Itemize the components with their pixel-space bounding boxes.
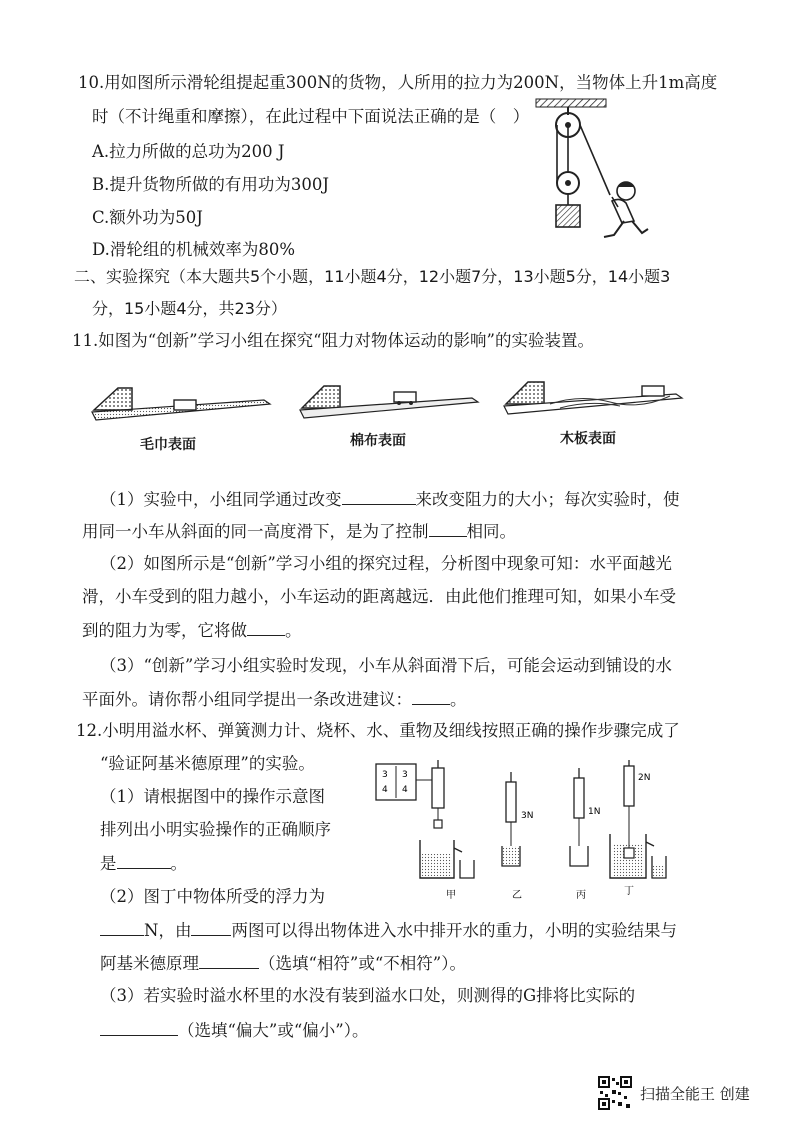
q10-option-d: D.滑轮组的机械效率为80% — [92, 240, 296, 259]
section-2-header-line1: 二、实验探究（本大题共5个小题，11小题4分，12小题7分，13小题5分，14小题3 — [74, 267, 671, 286]
q12-p1-line2: 排列出小明实验操作的正确顺序 — [100, 820, 331, 839]
q11-p1-text-d: 相同。 — [466, 522, 516, 541]
q12-p3-line1: （3）若实验时溢水杯里的水没有装到溢水口处，则测得的G排将比实际的 — [100, 986, 636, 1005]
q12-p1-line1: （1）请根据图中的操作示意图 — [100, 787, 325, 806]
q12-line2: “验证阿基米德原理”的实验。 — [100, 754, 315, 773]
q12-p1-text-d: 。 — [170, 854, 187, 873]
q11-towel-surface-figure — [88, 380, 274, 430]
q11-p2-line1: （2）如图所示是“创新”学习小组的探究过程，分析图中现象可知：水平面越光 — [100, 554, 672, 573]
q12-p3-text-b: （选填“偏大”或“偏小”）。 — [178, 1021, 369, 1040]
q11-p1-line2 — [82, 520, 516, 543]
q11-p2-text-d: 。 — [285, 621, 302, 640]
q11-p1-text-c: 用同一小车从斜面的同一高度滑下，是为了控制 — [82, 522, 429, 541]
q11-blank-4[interactable] — [412, 688, 450, 705]
fig-label-yi: 乙 — [512, 890, 522, 900]
q10-text-1: 用如图所示滑轮组提起重300N的货物，人所用的拉力为200N，当物体上升1m高度 — [104, 73, 718, 92]
q11-caption-towel: 毛巾表面 — [140, 437, 196, 453]
q11-blank-2[interactable] — [429, 520, 467, 537]
q11-p2-line3 — [82, 619, 302, 642]
section-2-header-line2: 分，15小题4分，共23分） — [92, 299, 287, 318]
q11-cotton-surface-figure — [296, 380, 482, 430]
q10-line1 — [78, 72, 717, 94]
q11-blank-1[interactable] — [342, 488, 416, 505]
fig-label-jia: 甲 — [446, 890, 456, 900]
q12-p1-text-c: 是 — [100, 854, 117, 873]
scale-reading-yi: 3N — [521, 811, 534, 821]
q11-p1-text-a: （1）实验中，小组同学通过改变 — [100, 490, 342, 509]
q12-blank-1[interactable] — [117, 852, 171, 869]
q12-line1: 12.小明用溢水杯、弹簧测力计、烧杯、水、重物及细线按照正确的操作步骤完成了 — [76, 721, 680, 740]
q11-p1-line1 — [100, 488, 680, 511]
q12-p2-line1: （2）图丁中物体所受的浮力为 — [100, 887, 325, 906]
scale-reading-bing: 1N — [588, 807, 601, 817]
q12-p2-text-d: 阿基米德原理 — [100, 954, 199, 973]
zoom-tick-3-right: 3 — [402, 770, 408, 780]
q11-p1-text-b: 来改变阻力的大小；每次实验时，使 — [415, 490, 680, 509]
zoom-tick-3-left: 3 — [382, 770, 388, 780]
q12-p3-line2 — [100, 1019, 369, 1042]
q12-p2-line2 — [100, 919, 677, 942]
q10-line2: 时（不计绳重和摩擦），在此过程中下面说法正确的是（ ） — [92, 107, 530, 126]
q11-p2-text-c: 到的阻力为零，它将做 — [82, 621, 247, 640]
q12-p2-text-b: N，由 — [144, 921, 192, 940]
q11-p3-text-c: 。 — [450, 690, 467, 709]
q11-p3-line1: （3）“创新”学习小组实验时发现，小车从斜面滑下后，可能会运动到铺设的水 — [100, 656, 672, 675]
q11-p3-line2 — [82, 688, 467, 711]
fig-label-bing: 丙 — [576, 890, 586, 900]
q12-blank-2[interactable] — [100, 919, 144, 936]
q11-p3-text-b: 平面外。请你帮小组同学提出一条改进建议： — [82, 690, 412, 709]
q10-number: 10. — [78, 73, 105, 92]
q10-option-b: B.提升货物所做的有用功为300J — [92, 175, 329, 194]
q10-option-c: C.额外功为50J — [92, 208, 203, 227]
q11-blank-3[interactable] — [247, 619, 285, 636]
q12-blank-3[interactable] — [191, 919, 231, 936]
q12-archimedes-figure — [370, 760, 690, 900]
zoom-tick-4-left: 4 — [382, 785, 388, 795]
q12-blank-5[interactable] — [100, 1019, 178, 1036]
zoom-tick-4-right: 4 — [402, 785, 408, 795]
q11-wood-surface-figure — [500, 376, 686, 426]
qr-code-icon — [598, 1076, 632, 1110]
q12-p2-text-c: 两图可以得出物体进入水中排开水的重力，小明的实验结果与 — [231, 921, 677, 940]
q11-caption-wood: 木板表面 — [560, 431, 616, 447]
fig-label-ding: 丁 — [624, 886, 634, 897]
pulley-system-figure — [530, 95, 660, 255]
q12-p2-text-e: （选填“相符”或“不相符”）。 — [259, 954, 466, 973]
q12-p2-line3 — [100, 952, 466, 975]
q10-option-a: A.拉力所做的总功为200 J — [92, 142, 285, 161]
scale-reading-ding: 2N — [638, 773, 651, 783]
q11-stem: 11.如图为“创新”学习小组在探究“阻力对物体运动的影响”的实验装置。 — [72, 331, 594, 350]
q11-p2-line2: 滑，小车受到的阻力越小，小车运动的距离越远．由此他们推理可知，如果小车受 — [82, 587, 676, 606]
footer-watermark-text: 扫描全能王 创建 — [640, 1085, 750, 1103]
q12-p1-line3 — [100, 852, 187, 875]
q12-blank-4[interactable] — [199, 952, 259, 969]
q11-caption-cotton: 棉布表面 — [350, 433, 406, 449]
